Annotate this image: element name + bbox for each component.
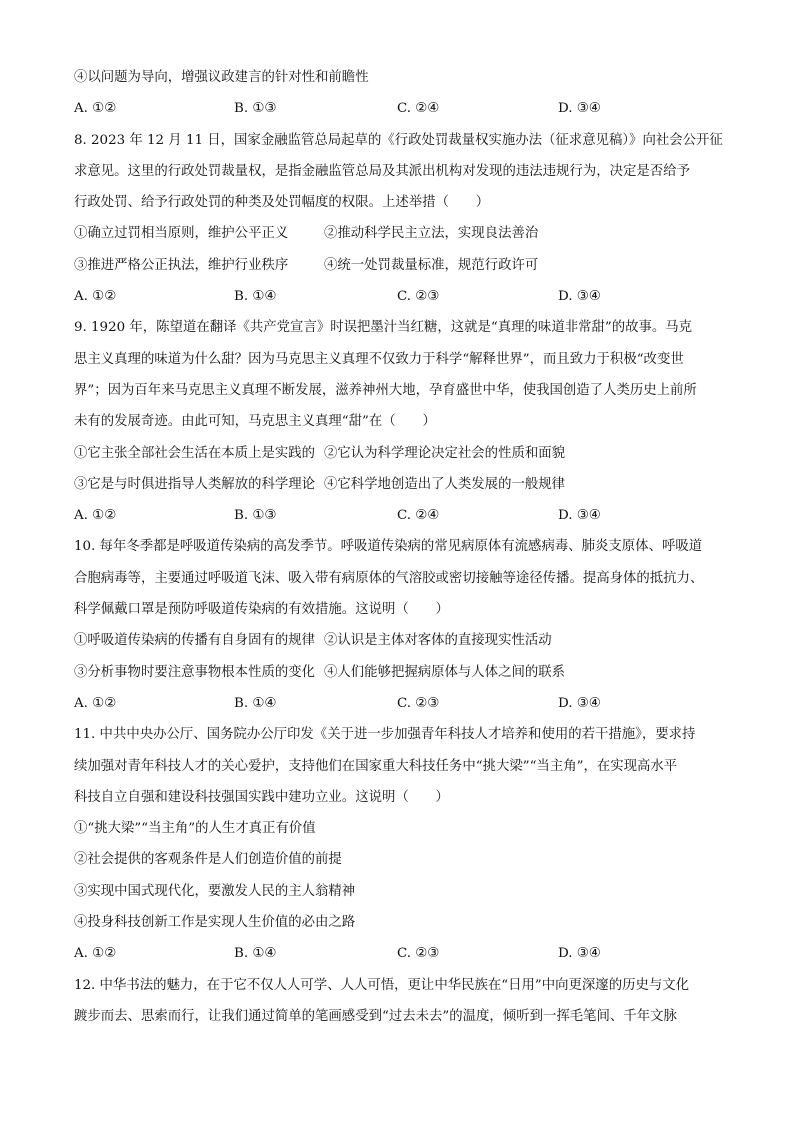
q9-stem-line-1: 9. 1920 年，陈望道在翻译《共产党宣言》时误把墨汁当红糖，这就是“真理的味道非常甜”的故事。马克 — [74, 320, 693, 336]
q7-option-b[interactable]: B. ①③ — [234, 101, 277, 117]
q9-statement-3: ③它是与时俱进指导人类解放的科学理论 — [74, 476, 316, 492]
q8-option-c[interactable]: C. ②③ — [397, 289, 440, 305]
q8-options — [74, 281, 726, 312]
q7-option-d[interactable]: D. ③④ — [558, 101, 601, 117]
q11-statement-3: ③实现中国式现代化，要激发人民的主人翁精神 — [74, 883, 356, 899]
q10-statements-row-2 — [74, 657, 726, 688]
q11-statement-4: ④投身科技创新工作是实现人生价值的必由之路 — [74, 915, 356, 931]
q7-options — [74, 93, 726, 124]
q8-statements-row-1 — [74, 218, 726, 249]
q9-stem-line-4: 未有的发展奇迹。由此可知，马克思主义真理“甜”在（ ） — [74, 414, 436, 430]
q9-option-c[interactable]: C. ②④ — [397, 508, 440, 524]
q7-item-4: ④以问题为导向，增强议政建言的针对性和前瞻性 — [74, 70, 369, 85]
q8-statement-2: ②推动科学民主立法，实现良法善治 — [324, 226, 539, 242]
q11-stem-line-3: 科技自立自强和建设科技强国实践中建功立业。这说明（ ） — [74, 789, 449, 805]
q11-statement-1: ①“挑大梁”“当主角”的人生才真正有价值 — [74, 821, 316, 837]
q9-options — [74, 500, 726, 531]
q9-option-d[interactable]: D. ③④ — [558, 508, 601, 524]
q11-options — [74, 938, 726, 969]
q11-stem-line-1: 11. 中共中央办公厅、国务院办公厅印发《关于进一步加强青年科技人才培养和使用的若干措施》，要求持 — [74, 727, 696, 743]
q12-stem-line-1: 12. 中华书法的魅力，在于它不仅人人可学、人人可悟，更让中华民族在“日用”中向更深邃的历史与文化 — [74, 977, 690, 993]
q8-statement-3: ③推进严格公正执法，维护行业秩序 — [74, 257, 289, 273]
q8-statements-row-2 — [74, 250, 726, 281]
q10-option-c[interactable]: C. ②③ — [397, 695, 440, 711]
q10-statements-row-1 — [74, 625, 726, 656]
q9-stem-line-2: 思主义真理的味道为什么甜？因为马克思主义真理不仅致力于科学“解释世界”，而且致力于积极“改变世 — [74, 351, 684, 367]
q9-statement-1: ①它主张全部社会生活在本质上是实践的 — [74, 445, 316, 461]
q11-option-d[interactable]: D. ③④ — [558, 946, 601, 962]
q8-option-a[interactable]: A. ①② — [74, 289, 117, 305]
q8-stem-line-2: 求意见。这里的行政处罚裁量权，是指金融监管总局及其派出机构对发现的违法违规行为，决定是否给予 — [74, 163, 690, 179]
exam-page — [74, 62, 726, 1032]
q11-option-c[interactable]: C. ②③ — [397, 946, 440, 962]
q9-statements-row-1 — [74, 438, 726, 469]
q10-stem-line-2: 合胞病毒等，主要通过呼吸道飞沫、吸入带有病原体的气溶胶或密切接触等途径传播。提高身体的抵抗力、 — [74, 570, 704, 586]
q8-stem-line-1: 8. 2023 年 12 月 11 日，国家金融监管总局起草的《行政处罚裁量权实施办法（征求意见稿）》向社会公开征 — [74, 132, 723, 148]
q8-statement-1: ①确立过罚相当原则，维护公平正义 — [74, 226, 289, 242]
q8-option-d[interactable]: D. ③④ — [558, 289, 601, 305]
q9-statement-2: ②它认为科学理论决定社会的性质和面貌 — [324, 445, 566, 461]
q11-statement-2: ②社会提供的客观条件是人们创造价值的前提 — [74, 852, 342, 868]
q10-options — [74, 688, 726, 719]
q11-option-a[interactable]: A. ①② — [74, 946, 117, 962]
q10-option-d[interactable]: D. ③④ — [558, 695, 601, 711]
q8-option-b[interactable]: B. ①④ — [234, 289, 277, 305]
q9-statement-4: ④它科学地创造出了人类发展的一般规律 — [324, 476, 566, 492]
q7-option-a[interactable]: A. ①② — [74, 101, 117, 117]
q7-option-c[interactable]: C. ②④ — [397, 101, 440, 117]
q10-statement-2: ②认识是主体对客体的直接现实性活动 — [324, 633, 552, 649]
q9-stem-line-3: 界”；因为百年来马克思主义真理不断发展，滋养神州大地，孕育盛世中华，使我国创造了人类历史上前所 — [74, 382, 697, 398]
q10-statement-3: ③分析事物时要注意事物根本性质的变化 — [74, 664, 316, 680]
q12-stem-line-2: 踱步而去、思索而行，让我们通过简单的笔画感受到“过去未去”的温度，倾听到一挥毛笔间、千年文脉 — [74, 1008, 677, 1024]
q9-option-a[interactable]: A. ①② — [74, 508, 117, 524]
q10-option-b[interactable]: B. ①④ — [234, 695, 277, 711]
q10-statement-1: ①呼吸道传染病的传播有自身固有的规律 — [74, 633, 316, 649]
q10-stem-line-3: 科学佩戴口罩是预防呼吸道传染病的有效措施。这说明（ ） — [74, 602, 449, 618]
q8-statement-4: ④统一处罚裁量标准，规范行政许可 — [324, 257, 539, 273]
q10-stem-line-1: 10. 每年冬季都是呼吸道传染病的高发季节。呼吸道传染病的常见病原体有流感病毒、肺炎支原体、呼吸道 — [74, 539, 703, 555]
q11-option-b[interactable]: B. ①④ — [234, 946, 277, 962]
q8-stem-line-3: 行政处罚、给予行政处罚的种类及处罚幅度的权限。上述举措（ ） — [74, 195, 490, 211]
q11-stem-line-2: 续加强对青年科技人才的关心爱护，支持他们在国家重大科技任务中“挑大梁”“当主角”，在实现高水平 — [74, 758, 678, 774]
q10-option-a[interactable]: A. ①② — [74, 695, 117, 711]
q10-statement-4: ④人们能够把握病原体与人体之间的联系 — [324, 664, 566, 680]
q9-statements-row-2 — [74, 469, 726, 500]
q9-option-b[interactable]: B. ①③ — [234, 508, 277, 524]
